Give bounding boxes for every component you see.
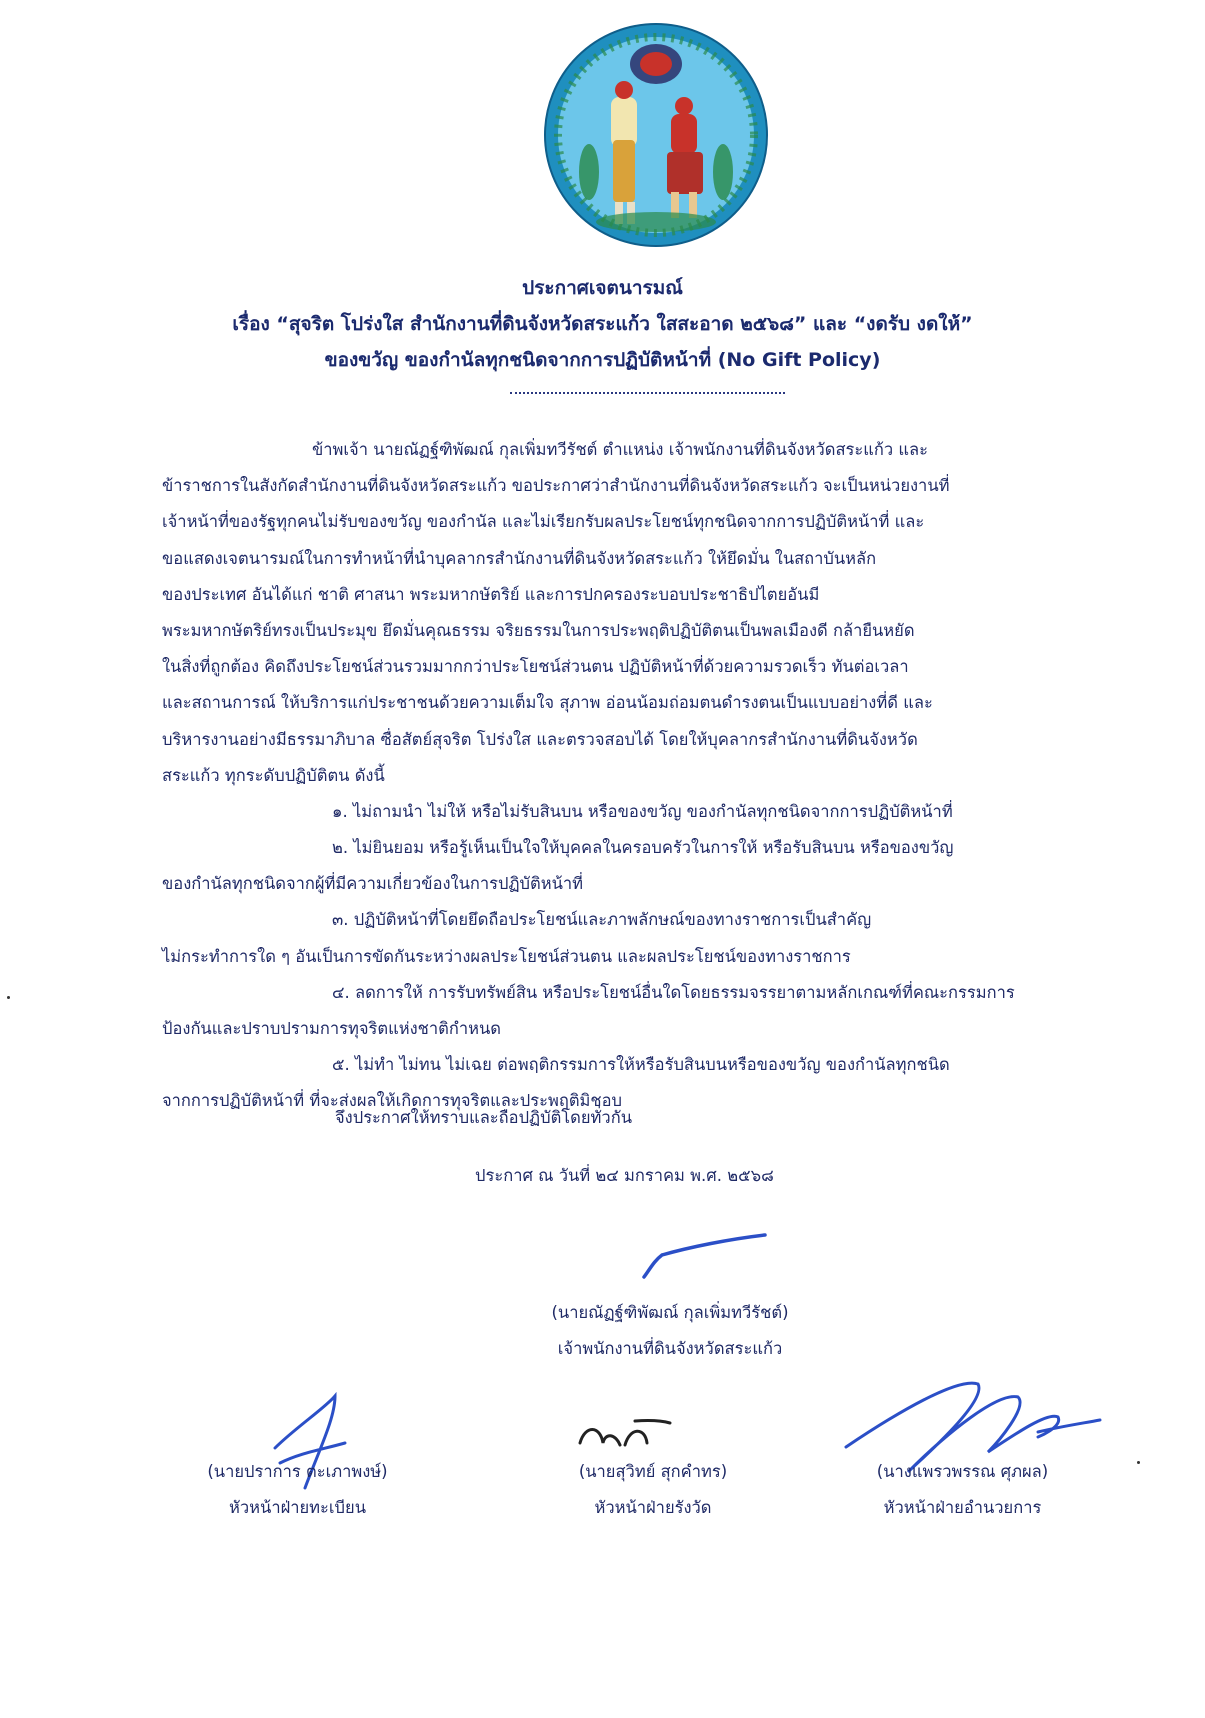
registration-head-name: (นายปราการ ตะเภาพงษ์) xyxy=(207,1462,388,1481)
heading-title: ประกาศเจตนารมณ์ xyxy=(522,277,683,299)
body-line: ข้าพเจ้า นายณัฏฐ์ฑิพัฒณ์ กุลเพิ่มทวีรัชต์ ตำแหน่ง เจ้าพนักงานที่ดินจังหวัดสระแก้ว และ xyxy=(312,440,929,459)
list-item: ๔. ลดการให้ การรับทรัพย์สิน หรือประโยชน์อื่นใดโดยธรรมจรรยาตามหลักเกณฑ์ที่คณะกรรมการ xyxy=(332,982,1015,1002)
main-signatory xyxy=(520,1295,820,1367)
announcement-body xyxy=(162,432,1102,1120)
announcement-heading xyxy=(100,270,1105,378)
body-line: ขอแสดงเจตนารมณ์ในการทำหน้าที่นำบุคลากรสำนักงานที่ดินจังหวัดสระแก้ว ให้ยึดมั่น ในสถาบันหลัก xyxy=(162,548,877,568)
main-signature-mark xyxy=(640,1225,770,1285)
list-item-continued: จากการปฏิบัติหน้าที่ ที่จะส่งผลให้เกิดการทุจริตและประพฤติมิชอบ xyxy=(162,1091,623,1111)
list-item: ๓. ปฏิบัติหน้าที่โดยยึดถือประโยชน์และภาพลักษณ์ของทางราชการเป็นสำคัญ xyxy=(332,910,872,930)
list-item: ๑. ไม่ถามนำ ไม่ให้ หรือไม่รับสินบน หรือของขวัญ ของกำนัลทุกชนิดจากการปฏิบัติหน้าที่ xyxy=(332,801,953,821)
main-signatory-position: เจ้าพนักงานที่ดินจังหวัดสระแก้ว xyxy=(557,1339,783,1358)
body-line: ของประเทศ อันได้แก่ ชาติ ศาสนา พระมหากษัตริย์ และการปกครองระบอบประชาธิปไตยอันมี xyxy=(162,584,820,604)
scan-speck xyxy=(1137,1461,1140,1464)
scan-speck xyxy=(7,996,10,999)
body-line: และสถานการณ์ ให้บริการแก่ประชาชนด้วยความเต็มใจ สุภาพ อ่อนน้อมถ่อมตนดำรงตนเป็นแบบอย่างที่ดี และ xyxy=(162,693,933,713)
list-item: ๕. ไม่ทำ ไม่ทน ไม่เฉย ต่อพฤติกรรมการให้หรือรับสินบนหรือของขวัญ ของกำนัลทุกชนิด xyxy=(332,1055,950,1075)
list-item: ๒. ไม่ยินยอม หรือรู้เห็นเป็นใจให้บุคคลในครอบครัวในการให้ หรือรับสินบน หรือของขวัญ xyxy=(332,838,954,858)
announcement-date: ประกาศ ณ วันที่ ๒๔ มกราคม พ.ศ. ๒๕๖๘ xyxy=(475,1166,774,1185)
survey-head-signatory xyxy=(528,1454,778,1526)
provincial-seal-emblem xyxy=(543,22,769,248)
survey-head-position: หัวหน้าฝ่ายรังวัด xyxy=(594,1498,712,1517)
registration-head-signatory xyxy=(175,1454,420,1526)
body-line: ในสิ่งที่ถูกต้อง คิดถึงประโยชน์ส่วนรวมมากกว่าประโยชน์ส่วนตน ปฏิบัติหน้าที่ด้วยความรวดเร็ว ทันต่อเวลา xyxy=(162,657,909,677)
admin-head-signatory xyxy=(840,1454,1085,1526)
dotted-divider xyxy=(510,392,785,394)
body-line: ข้าราชการในสังกัดสำนักงานที่ดินจังหวัดสระแก้ว ขอประกาศว่าสำนักงานที่ดินจังหวัดสระแก้ว จะเป็นหน่วยงานที่ xyxy=(162,476,950,496)
closing-statement: จึงประกาศให้ทราบและถือปฏิบัติโดยทั่วกัน xyxy=(335,1108,632,1127)
list-item-continued: ป้องกันและปราบปรามการทุจริตแห่งชาติกำหนด xyxy=(162,1019,501,1038)
heading-subject: เรื่อง “สุจริต โปร่งใส สำนักงานที่ดินจังหวัดสระแก้ว ใสสะอาด ๒๕๖๘” และ “งดรับ งดให้” xyxy=(232,313,973,335)
body-line: บริหารงานอย่างมีธรรมาภิบาล ซื่อสัตย์สุจริต โปร่งใส และตรวจสอบได้ โดยให้บุคลากรสำนักงานที่ดินจังหวัด xyxy=(162,729,918,749)
heading-subject-continued: ของขวัญ ของกำนัลทุกชนิดจากการปฏิบัติหน้าที่ (No Gift Policy) xyxy=(324,349,881,371)
admin-head-position: หัวหน้าฝ่ายอำนวยการ xyxy=(883,1498,1042,1517)
body-line: พระมหากษัตริย์ทรงเป็นประมุข ยึดมั่นคุณธรรม จริยธรรมในการประพฤติปฏิบัติตนเป็นพลเมืองดี กล้ายืนหยัด xyxy=(162,620,915,640)
list-item-continued: ของกำนัลทุกชนิดจากผู้ที่มีความเกี่ยวข้องในการปฏิบัติหน้าที่ xyxy=(162,874,584,894)
survey-head-name: (นายสุวิทย์ สุกคำทร) xyxy=(578,1462,728,1481)
body-line: สระแก้ว ทุกระดับปฏิบัติตน ดังนี้ xyxy=(162,765,385,785)
registration-head-position: หัวหน้าฝ่ายทะเบียน xyxy=(229,1498,366,1517)
admin-head-name: (นางแพรวพรรณ ศุภผล) xyxy=(876,1462,1049,1481)
main-signatory-name: (นายณัฏฐ์ฑิพัฒณ์ กุลเพิ่มทวีรัชต์) xyxy=(551,1303,789,1322)
center-signature-mark xyxy=(575,1415,675,1455)
body-line: เจ้าหน้าที่ของรัฐทุกคนไม่รับของขวัญ ของกำนัล และไม่เรียกรับผลประโยชน์ทุกชนิดจากการปฏิบัติหน้าที่ และ xyxy=(162,512,925,532)
list-item-continued: ไม่กระทำการใด ๆ อันเป็นการขัดกันระหว่างผลประโยชน์ส่วนตน และผลประโยชน์ของทางราชการ xyxy=(162,946,851,966)
